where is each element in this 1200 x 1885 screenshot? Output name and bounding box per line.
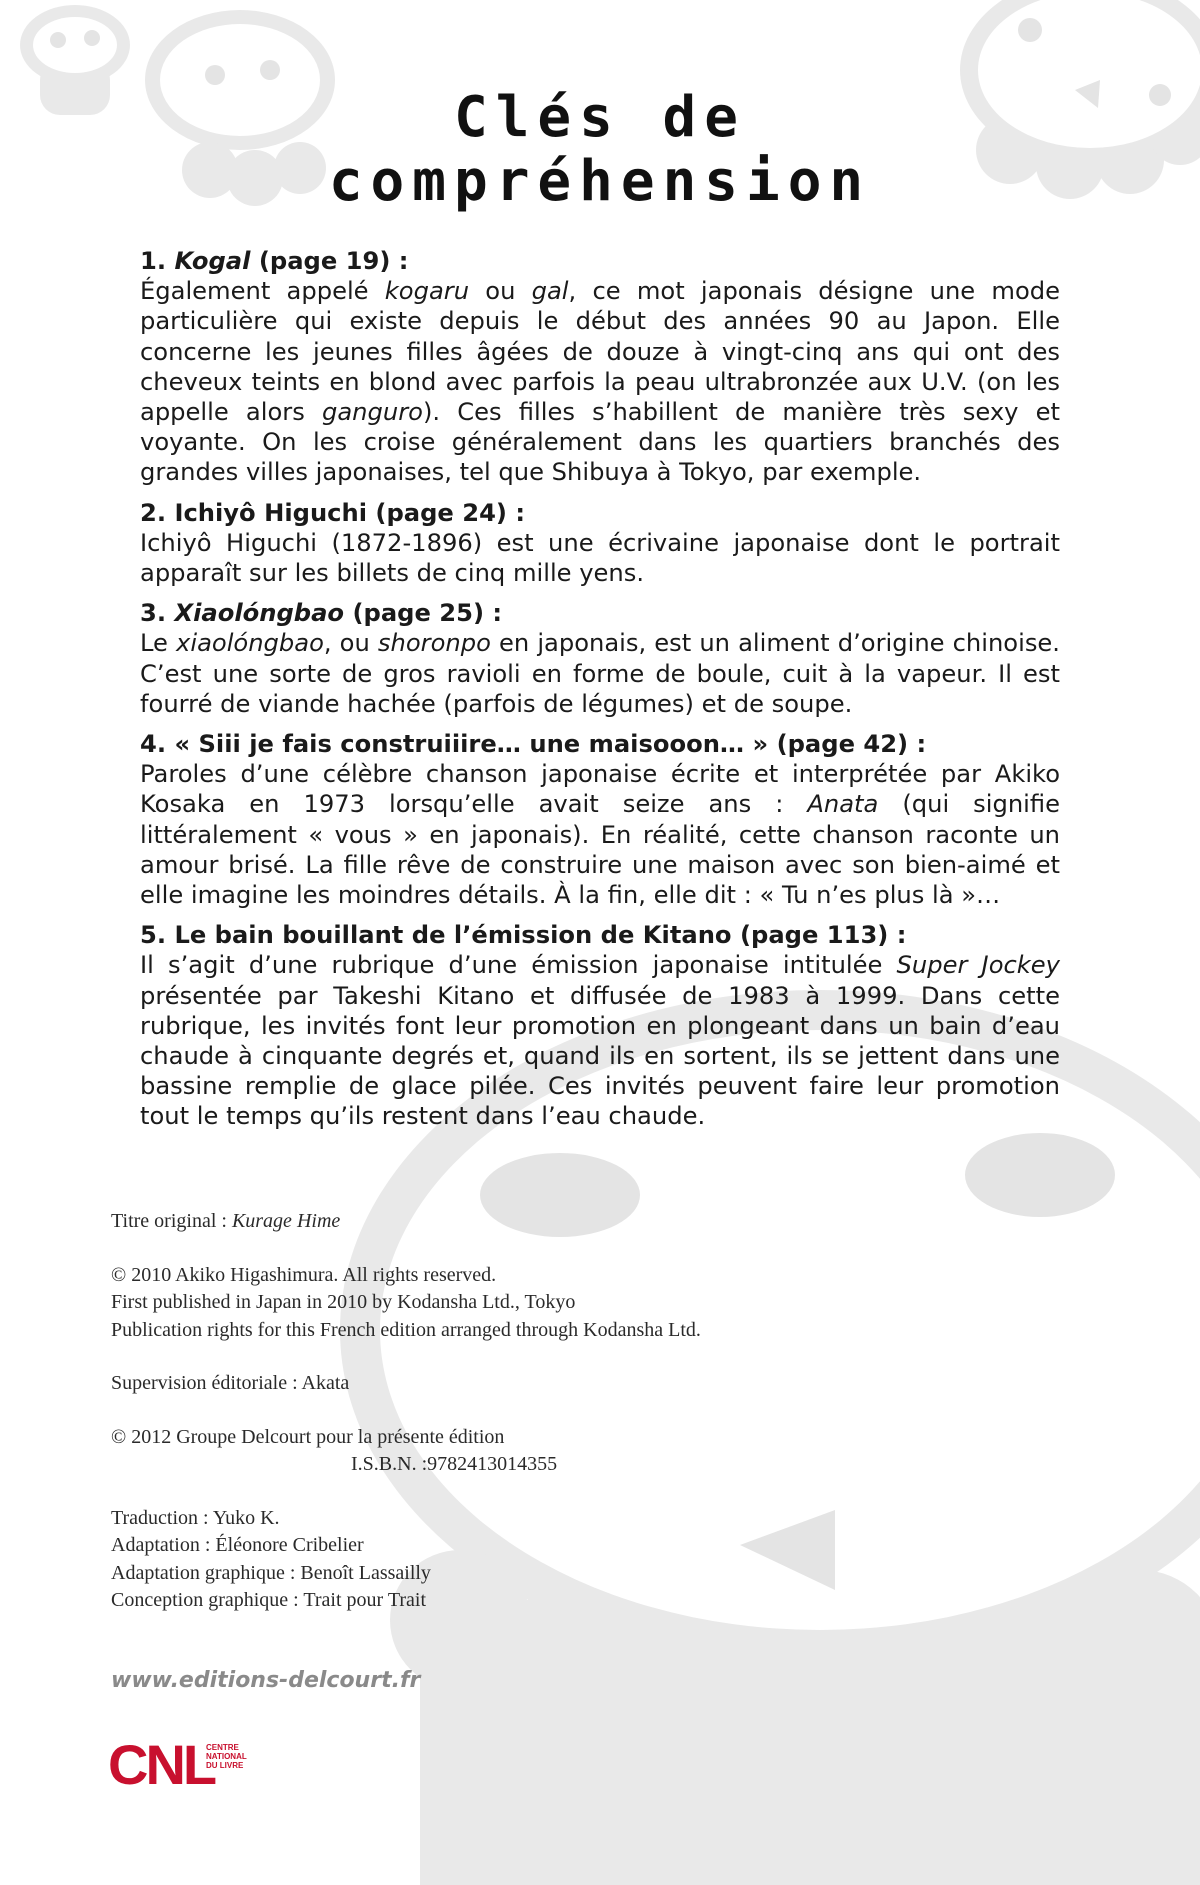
staff-line: Conception graphique : Trait pour Trait [111,1589,426,1611]
cnl-logo [108,1733,268,1803]
copyright-line: First published in Japan in 2010 by Kodansha Ltd., Tokyo [111,1291,576,1313]
original-title-value: Kurage Hime [231,1210,341,1232]
note-body-text: Le [140,629,177,658]
staff-line: Adaptation : Éléonore Cribelier [111,1534,364,1556]
note-body-text: Il s’agit d’une rubrique d’une émission japonaise intitulée [140,951,897,980]
credits [111,1208,811,1641]
note-heading-text: 1. [140,247,175,275]
cnl-logo-subtitle [206,1743,266,1770]
website-link[interactable]: www.editions-delcourt.fr [111,1668,421,1693]
note-heading-text: (page 19) : [250,247,409,275]
supervision: Supervision éditoriale : Akata [111,1372,350,1394]
note-body-text: présentée par Takeshi Kitano et diffusée de 1983 à 1999. Dans cette rubrique, les invités font leur promotion en plongeant dans un bain d’eau chaude à cinquante degrés et, quand ils en sortent, ils se jettent dans une bassine remplie de glace pilée. Ces invités peuvent faire leur promotion tout le temps qu’ils restent dans l’eau chaude. [140,981,1060,1131]
note-heading-text: (page 25) : [344,599,503,628]
staff-line: Traduction : Yuko K. [111,1506,280,1529]
note-heading [140,498,1060,528]
copyright-block [111,1262,811,1345]
note-heading-text: 3. [140,599,175,628]
staff-line: Adaptation graphique : Benoît Lassailly [111,1561,431,1584]
note-body-text: Ichiyô Higuchi (1872-1896) est une écrivaine japonaise dont le portrait apparaît sur les billets de cinq mille yens. [140,528,1060,588]
note-body-text: ). Ces filles s’habillent de manière très sexy et voyante. On les croise généralement dans les quartiers branchés des grandes villes japonaises, tel que Shibuya à Tokyo, par exemple. [140,398,1060,487]
note-heading [140,729,1060,759]
page-title-line-2: compréhension [328,149,872,214]
note-item [140,246,1060,488]
note-body [140,628,1060,719]
page-title-line-1: Clés de [453,85,746,150]
note-heading-text: 4. « Siii je fais construiiire… une maisooon… » (page 42) : [140,730,927,759]
note-body-text: kogaru [384,277,470,306]
cnl-logo-subtitle-line: CENTRE [206,1743,239,1752]
note-heading-text: Xiaolóngbao [174,599,345,628]
note-body-text: gal [531,277,569,306]
copyright-line: Publication rights for this French edition arranged through Kodansha Ltd. [111,1318,701,1341]
original-title [111,1208,811,1236]
note-heading [140,598,1060,628]
note-body-text: shoronpo [377,629,491,658]
note-body [140,528,1060,588]
notes-list [140,246,1060,1142]
note-body-text: , ou [323,629,378,658]
note-heading-text: 2. Ichiyô Higuchi (page 24) : [140,498,526,527]
note-body-text: Anata [807,790,879,819]
copyright-line: © 2010 Akiko Higashimura. All rights reserved. [111,1263,497,1286]
note-item [140,498,1060,589]
note-body-text: ganguro [322,398,423,427]
french-edition-block [111,1424,811,1479]
note-item [140,598,1060,719]
cnl-logo-mark: CNL [108,1733,215,1796]
french-edition: © 2012 Groupe Delcourt pour la présente édition [111,1425,505,1448]
note-body-text: , ce mot japonais désigne une mode particulière qui existe depuis le début des années 90 au Japon. Elle concerne les jeunes filles âgées de douze à vingt-cinq ans qui ont des cheveux teints en blond avec parfois la peau ultrabronzée aux U.V. (on les appelle alors [140,277,1061,427]
note-body [140,276,1060,487]
note-body [140,759,1060,910]
note-body-text: (qui signifie littéralement « vous » en japonais). En réalité, cette chanson raconte un amour brisé. La fille rêve de construire une maison avec son bien-aimé et elle imagine les moindres détails. À la fin, elle dit : « Tu n’es plus là »… [140,790,1060,910]
cnl-logo-subtitle-line: NATIONAL [206,1752,247,1761]
staff-block [111,1505,811,1615]
note-heading [140,246,1060,276]
note-body-text: en japonais, est un aliment d’origine chinoise. C’est une sorte de gros ravioli en forme de boule, cuit à la vapeur. Il est fourré de viande hachée (parfois de légumes) et de soupe. [140,629,1060,718]
page-title [300,86,900,214]
note-heading-text: 5. Le bain bouillant de l’émission de Kitano (page 113) : [140,921,907,950]
note-item [140,920,1060,1131]
note-heading [140,920,1060,950]
isbn: I.S.B.N. :9782413014355 [351,1453,558,1475]
note-body-text: Super Jockey [896,951,1060,980]
note-body [140,950,1060,1131]
note-item [140,729,1060,910]
note-heading-text: Kogal [174,247,251,275]
note-body-text: xiaolóngbao [176,629,324,658]
note-body-text: ou [469,277,532,306]
note-body-text: Paroles d’une célèbre chanson japonaise écrite et interprétée par Akiko Kosaka en 1973 lorsqu’elle avait seize ans : [140,760,1060,819]
cnl-logo-subtitle-line: DU LIVRE [206,1761,244,1770]
original-title-label: Titre original : [111,1210,232,1232]
note-body-text: Également appelé [140,277,385,306]
